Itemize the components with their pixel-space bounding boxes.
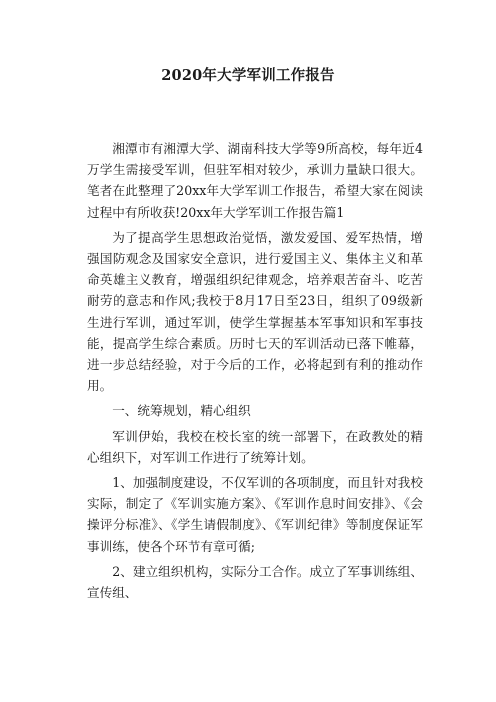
document-body (87, 138, 423, 607)
paragraph-item-2: 2、建立组织机构，实际分工合作。成立了军事训练组、宣传组、 (87, 563, 423, 601)
document-title: 2020年大学军训工作报告 (161, 67, 335, 84)
paragraph-purpose: 为了提高学生思想政治觉悟，激发爱国、爱军热情，增强国防观念及国家安全意识，进行爱国主义、集体主义和革命英雄主义教育，增强组织纪律观念，培养艰苦奋斗、吃苦耐劳的意志和作风;我校于8月17日至23日，组织了09级新生进行军训，通过军训，使学生掌握基本军事知识和军事技能，提高学生综合素质。历时七天的军训活动已落下帷幕，进一步总结经验，对于今后的工作，必将起到有利的推动作用。 (87, 229, 423, 394)
paragraph-planning: 军训伊始，我校在校长室的统一部署下，在政教处的精心组织下，对军训工作进行了统筹计划。 (87, 428, 423, 465)
paragraph-item-1: 1、加强制度建设，不仅军训的各项制度，而且针对我校实际，制定了《军训实施方案》、《军训作息时间安排》、《会操评分标准》、《学生请假制度》、《军训纪律》等制度保证军事训练，使各个环节有章可循; (87, 475, 423, 554)
section-heading-planning: 一、统筹规划，精心组织 (112, 403, 251, 419)
paragraph-intro: 湘潭市有湘潭大学、湖南科技大学等9所高校，每年近4万学生需接受军训，但驻军相对较少，承训力量缺口很大。笔者在此整理了20xx年大学军训工作报告，希望大家在阅读过程中有所收获!20xx年大学军训工作报告篇1 (87, 141, 423, 220)
